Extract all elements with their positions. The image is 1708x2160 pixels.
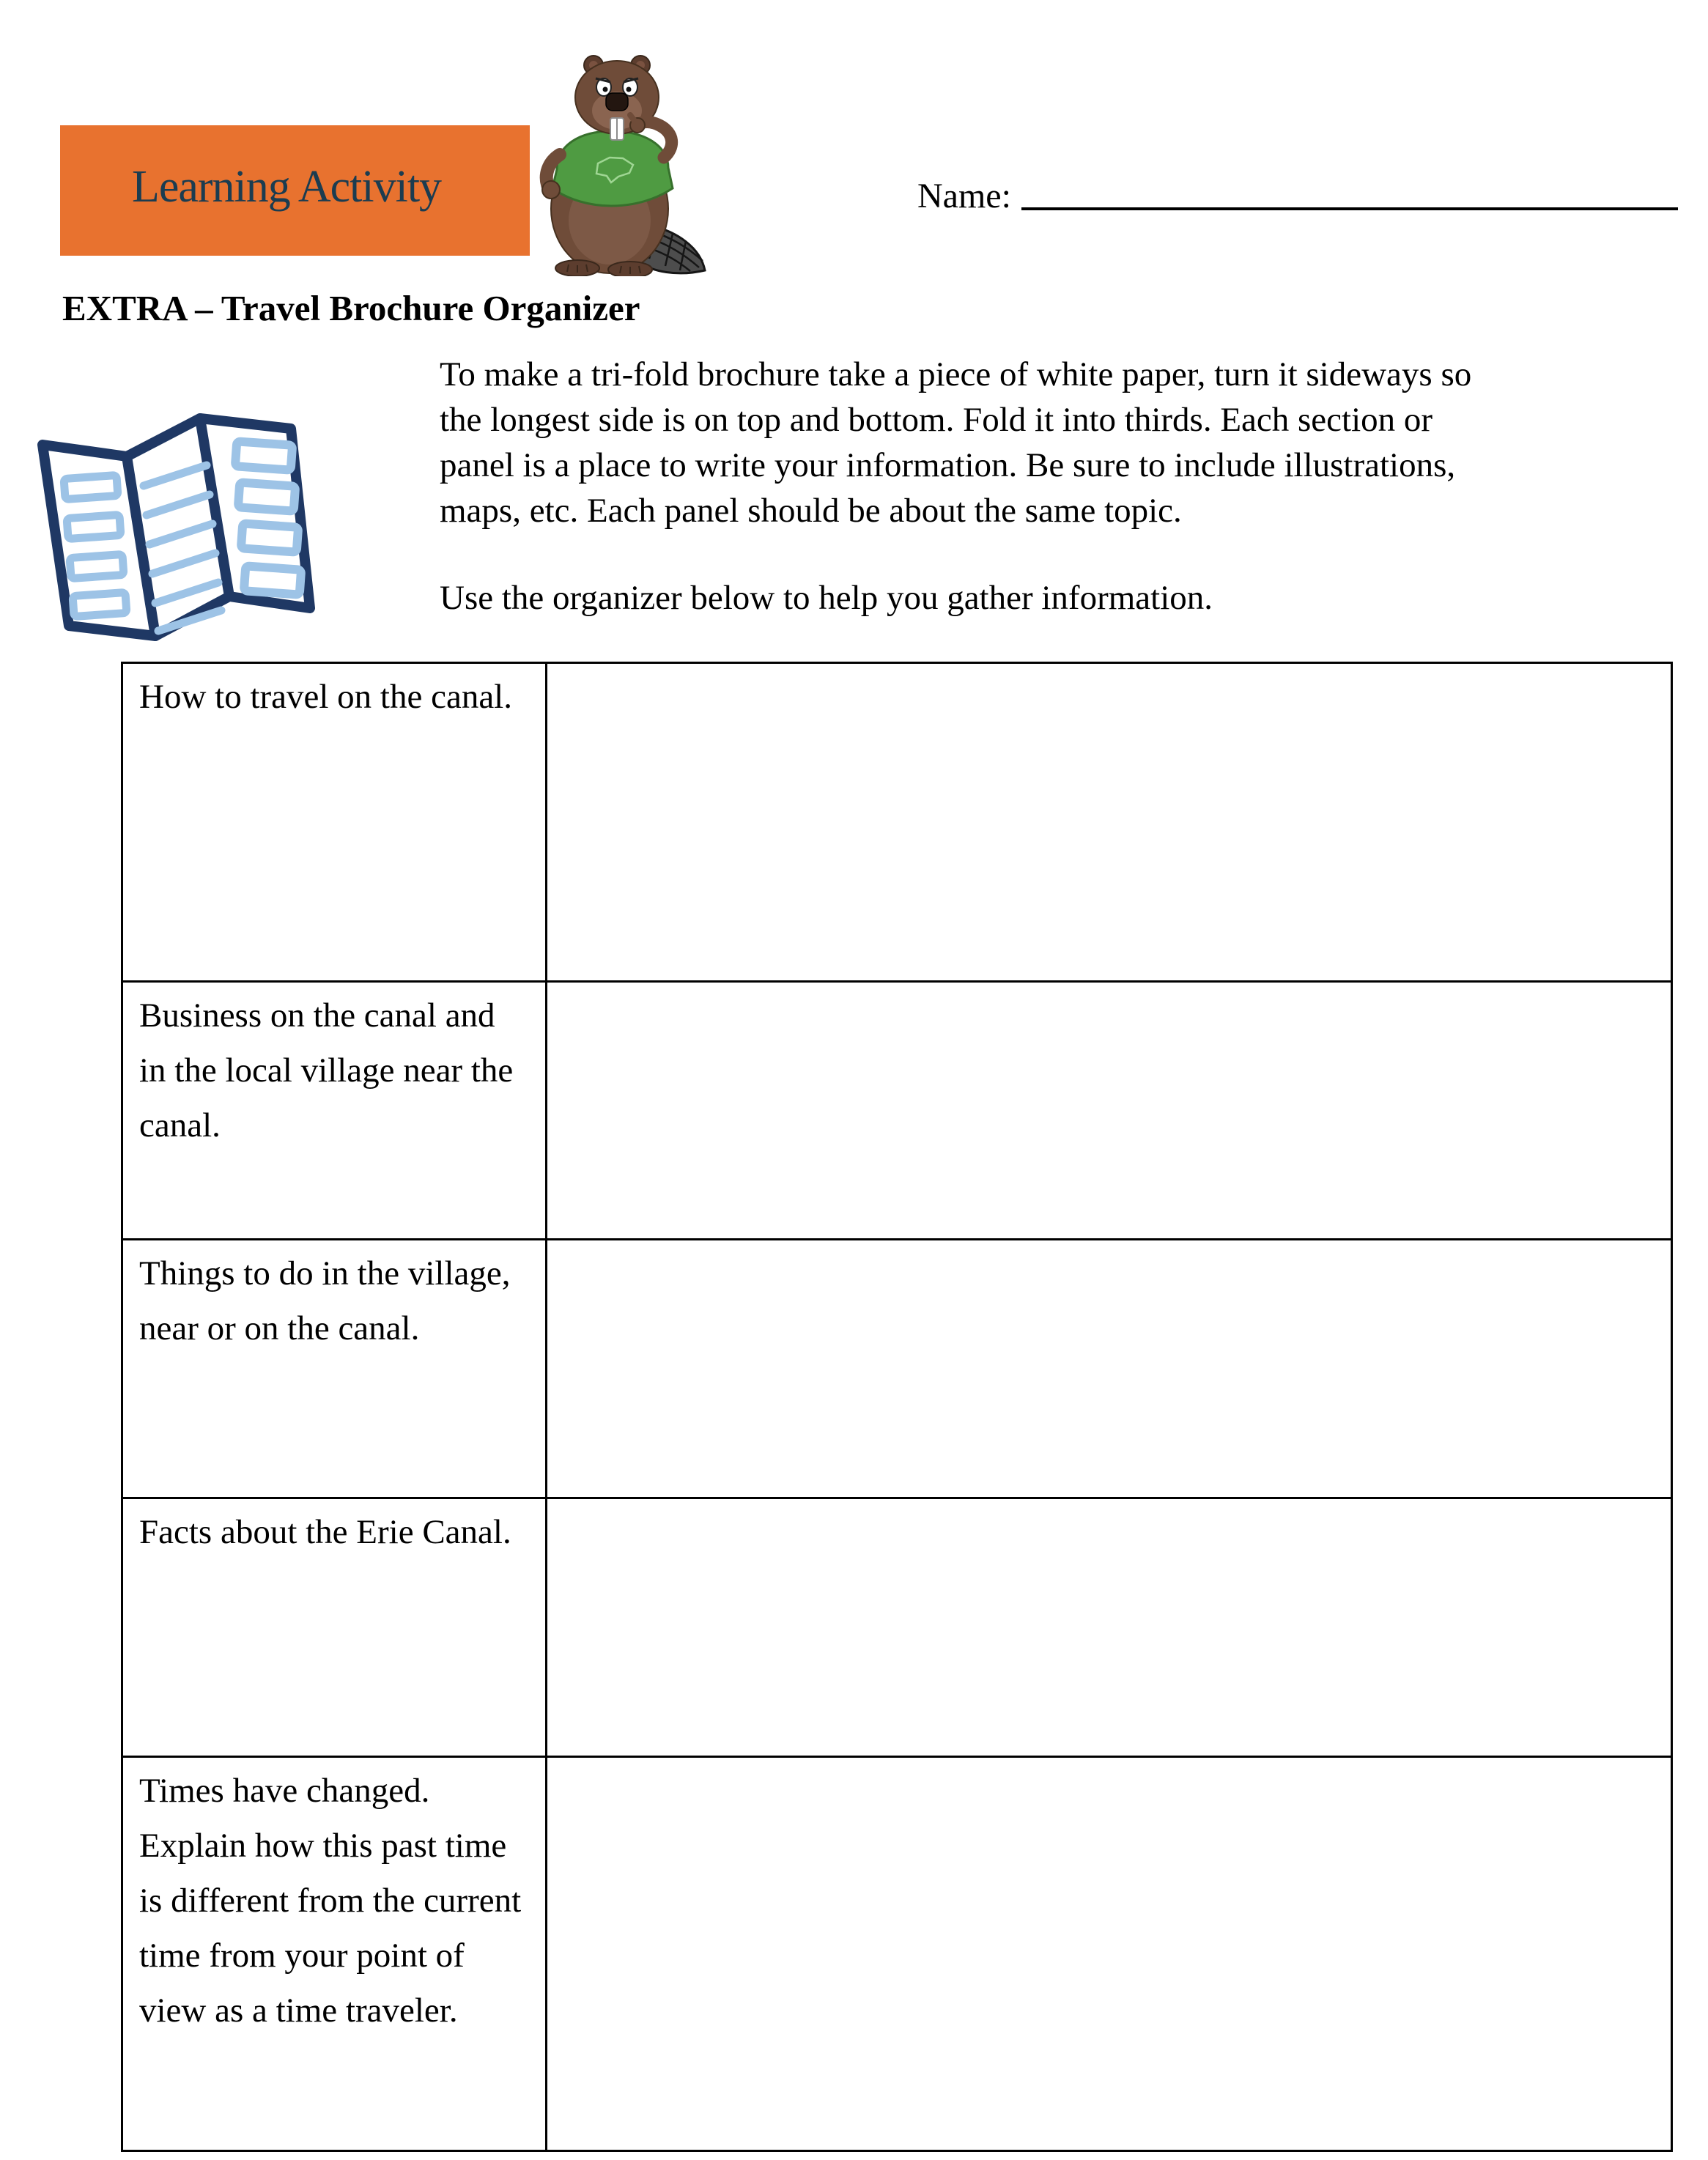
intro-line: maps, etc. Each panel should be about the same topic. [440, 492, 1182, 530]
row-label: Things to do in the village, near or on the canal. [122, 1240, 547, 1498]
table-row [122, 1498, 1672, 1757]
table-row [122, 1757, 1672, 2151]
organizer-table [121, 662, 1673, 2152]
row-label: Times have changed. Explain how this past time is different from the current time from your point of view as a time traveler. [122, 1757, 547, 2151]
banner-title: Learning Activity [132, 161, 442, 212]
trifold-brochure-icon [37, 413, 315, 647]
page-title: EXTRA – Travel Brochure Organizer [62, 288, 640, 328]
table-row [122, 982, 1672, 1240]
row-label: Facts about the Erie Canal. [122, 1498, 547, 1757]
header-banner [60, 125, 530, 256]
answer-cell[interactable] [547, 1498, 1672, 1757]
table-row [122, 1240, 1672, 1498]
row-label: How to travel on the canal. [122, 663, 547, 982]
beaver-mascot-icon [535, 53, 707, 276]
answer-cell[interactable] [547, 1240, 1672, 1498]
intro-paragraph [440, 352, 1685, 533]
name-field [917, 176, 1678, 216]
intro-line: the longest side is on top and bottom. Fold it into thirds. Each section or [440, 401, 1433, 439]
row-label: Business on the canal and in the local village near the canal. [122, 982, 547, 1240]
name-blank-line[interactable] [1021, 176, 1678, 210]
table-row [122, 663, 1672, 982]
answer-cell[interactable] [547, 1757, 1672, 2151]
answer-cell[interactable] [547, 982, 1672, 1240]
answer-cell[interactable] [547, 663, 1672, 982]
intro-instruction: Use the organizer below to help you gather information. [440, 579, 1213, 617]
name-label: Name: [917, 177, 1011, 215]
intro-line: To make a tri-fold brochure take a piece of white paper, turn it sideways so [440, 355, 1472, 393]
intro-line: panel is a place to write your information. Be sure to include illustrations, [440, 446, 1456, 484]
